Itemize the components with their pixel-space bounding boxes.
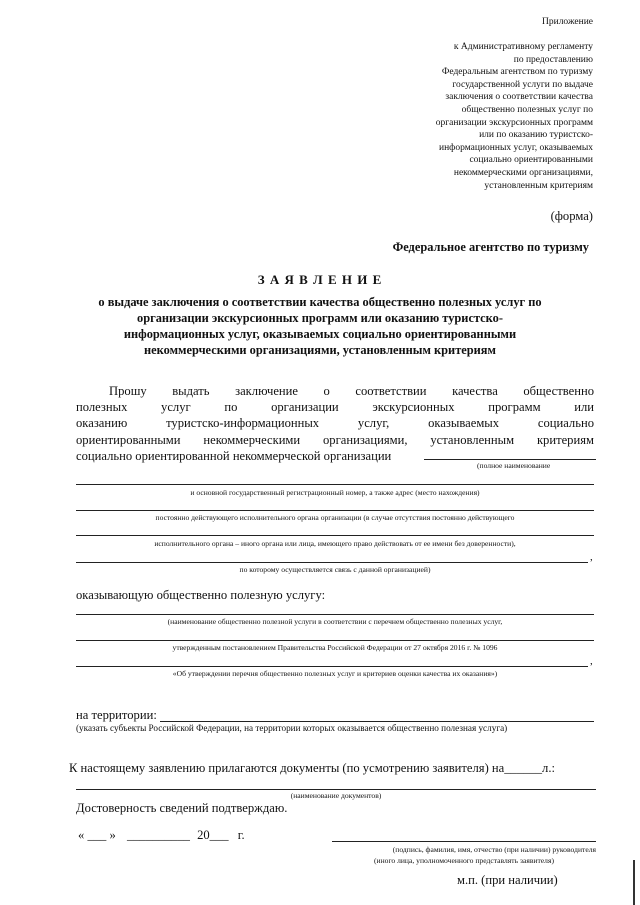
service-field-3[interactable] — [76, 666, 588, 667]
subtitle-line: организации экскурсионных программ или оказанию туристско- — [137, 311, 503, 325]
comma-2: , — [590, 655, 593, 667]
appendix-line: заключения о соответствии качества — [445, 92, 593, 103]
appendix-line: установленным критериям — [484, 180, 593, 191]
document-title: З А Я В Л Е Н И Е — [257, 272, 383, 287]
attached-docs-field[interactable] — [76, 789, 596, 790]
hint-approved: утвержденным постановлением Правительства Российской Федерации от 27 октября 2016 г. № 1096 — [172, 643, 498, 652]
hint-exec-body: постоянно действующего исполнительного органа организации (в случае отсутствия постоянно действующего — [155, 513, 515, 522]
org-exec-field[interactable] — [76, 535, 594, 536]
date-year-field[interactable]: ___ — [209, 828, 229, 842]
territory-field[interactable] — [160, 721, 594, 722]
hint-service-name: (наименование общественно полезной услуги в соответствии с перечнем общественно полезных услуг, — [167, 617, 503, 626]
confirm-text: Достоверность сведений подтверждаю. — [76, 801, 288, 815]
date-open-quote: « — [78, 828, 85, 842]
document-subtitle — [70, 294, 570, 358]
appendix-line: или по оказанию туристско- — [479, 130, 593, 141]
appendix-title: Приложение — [542, 17, 593, 27]
hint-docs: (наименование документов) — [290, 791, 382, 800]
appendix-line: общественно полезных услуг по — [461, 104, 593, 115]
date-year-prefix: 20 — [197, 828, 210, 842]
body-line-3: оказанию туристско-информационных услуг, оказываемых социально — [76, 416, 594, 431]
comma-1: , — [590, 551, 593, 563]
org-address-field[interactable] — [76, 510, 594, 511]
date-day-field[interactable]: ___ — [87, 828, 107, 842]
hint-decree: «Об утверждении перечня общественно полезных услуг и критериев оценки качества их оказания») — [172, 669, 498, 678]
subtitle-line: информационных услуг, оказываемых социально ориентированными — [123, 327, 517, 341]
service-field-2[interactable] — [76, 640, 594, 641]
stamp-label: м.п. (при наличии) — [457, 873, 558, 887]
body-paragraph — [76, 383, 594, 464]
form-label: (форма) — [550, 209, 593, 223]
appendix-line: информационных услуг, оказываемых — [439, 142, 593, 153]
body-line-1: Прошу выдать заключение о соответствии качества общественно — [109, 384, 594, 398]
org-reg-field[interactable] — [76, 484, 594, 485]
appendix-line: Федеральным агентством по туризму — [441, 67, 593, 78]
signature-field[interactable] — [332, 841, 596, 842]
date-year-suffix: г. — [237, 828, 245, 842]
appendix-text — [373, 41, 593, 192]
agency-name: Федеральное агентство по туризму — [392, 240, 589, 254]
body-line-2: полезных услуг по организации экскурсионных программ или — [76, 400, 594, 415]
appendix-line: организации экскурсионных программ — [435, 117, 593, 128]
hint-signature: (подпись, фамилия, имя, отчество (при наличии) руководителя — [392, 845, 596, 854]
appendix-line: социально ориентированными — [469, 155, 593, 166]
org-name-field[interactable] — [424, 459, 596, 460]
hint-reg-number: и основной государственный регистрационный номер, а также адрес (место нахождения) — [190, 488, 480, 497]
appendix-line: к Административному регламенту — [453, 42, 593, 52]
providing-service-label: оказывающую общественно полезную услугу: — [76, 588, 326, 602]
date-close-quote: » — [109, 828, 116, 842]
appendix-line: государственной услуги по выдаче — [452, 79, 593, 90]
date-month-field[interactable]: __________ — [126, 828, 190, 842]
scan-edge-artifact — [633, 860, 635, 905]
service-field-1[interactable] — [76, 614, 594, 615]
subtitle-line: о выдаче заключения о соответствии качества общественно полезных услуг по — [98, 295, 542, 309]
hint-full-name: (полное наименование — [477, 461, 551, 470]
territory-hint: (указать субъекты Российской Федерации, на территории которых оказывается общественно полезная услуга) — [76, 723, 508, 733]
date-line — [78, 828, 245, 843]
hint-contact: по которому осуществляется связь с данной организацией) — [239, 565, 431, 574]
body-line-5: социально ориентированной некоммерческой организации — [76, 448, 392, 463]
appendix-line: по предоставлению — [513, 54, 593, 65]
subtitle-line: некоммерческими организациями, установленным критериям — [144, 343, 496, 357]
body-line-4: ориентированными некоммерческими организациями, установленным критериям — [76, 432, 594, 447]
territory-label: на территории: — [76, 708, 157, 722]
hint-signature-2: (иного лица, уполномоченного представлять заявителя) — [374, 856, 554, 865]
hint-exec-body-2: исполнительного органа – иного органа или лица, имеющего право действовать от ее имени без доверенности), — [154, 539, 516, 548]
appendix-line: некоммерческими организациями, — [453, 167, 593, 178]
org-contact-field[interactable] — [76, 562, 588, 563]
attached-docs-label: К настоящему заявлению прилагаются документы (по усмотрению заявителя) на______л.: — [69, 761, 555, 775]
